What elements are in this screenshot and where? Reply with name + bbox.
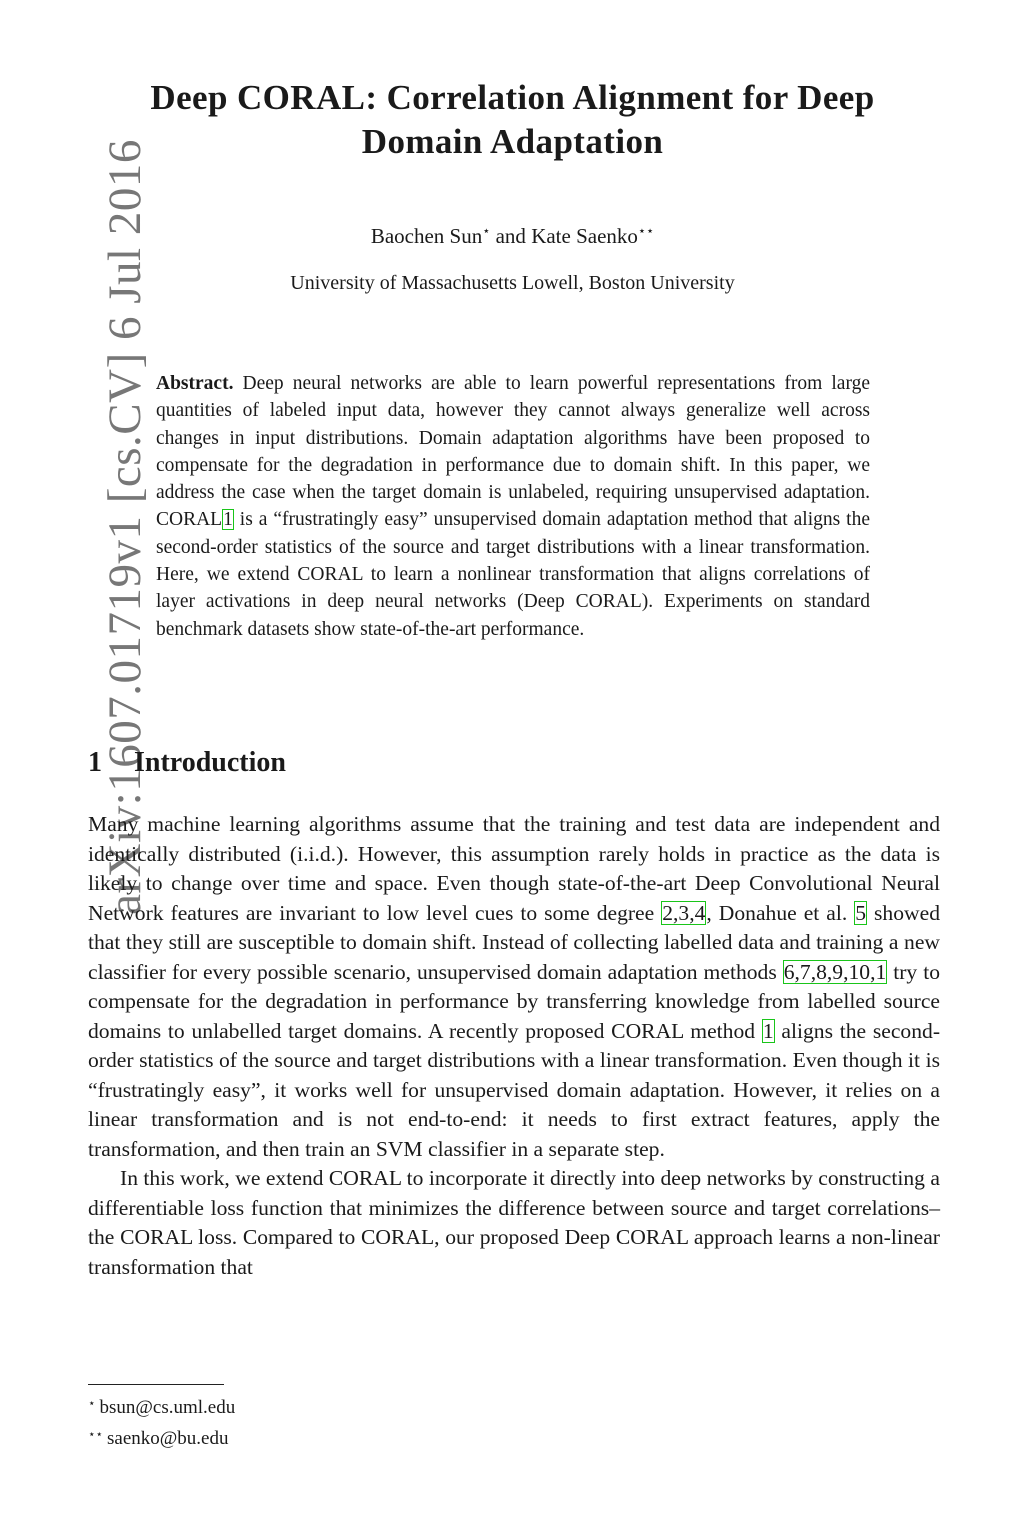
section-title: Introduction	[134, 747, 286, 778]
paragraph: In this work, we extend CORAL to incorporate it directly into deep networks by constructing a differentiable loss function that minimizes the difference between source and target correlations–the CORAL loss. Compared to CORAL, our proposed Deep CORAL approach learns a non-linear transformation that	[88, 1166, 940, 1279]
author-line	[90, 216, 935, 251]
citation-link[interactable]: 1	[762, 1018, 774, 1043]
footnote-divider	[88, 1384, 224, 1385]
paragraph-text: Many machine learning algorithms assume that the training and test data are independent and identically distributed (i.i.d.). However, this assumption rarely holds in practice as the data is likely to change over time and space. Even though state-of-the-art Deep Convolutional Neural Network features are invariant to low level cues to some degree	[88, 812, 940, 925]
abstract	[156, 370, 870, 643]
footnote	[88, 1390, 588, 1421]
paper-title: Deep CORAL: Correlation Alignment for Deep Domain Adaptation	[150, 78, 875, 161]
affiliation: University of Massachusetts Lowell, Boston University	[290, 272, 735, 294]
citation-link[interactable]: 5	[855, 900, 867, 925]
author-name: Kate Saenko	[531, 224, 638, 248]
citation-link[interactable]: 1	[223, 509, 233, 531]
author-connector: and	[490, 224, 532, 248]
paragraph-text: aligns the second-order statistics of the source and target distributions with a linear transformation. Even though it is “frustratingly easy”, it works well for unsupervised domain adaptation. However, it relies on a linear transformation and is not end-to-end: it needs to first extract features, apply the transformation, and then train an SVM classifier in a separate step.	[88, 1018, 941, 1161]
paragraph-text: try to compensate for the degradation in performance by transferring knowledge from labelled source domains to unlabelled target domains. A recently proposed CORAL method	[88, 959, 940, 1043]
abstract-text: Deep neural networks are able to learn powerful representations from large quantities of labeled input data, however they cannot always generalize well across changes in input distributions. Domain adaptation algorithms have been proposed to compensate for the degradation in performance due to domain shift. In this paper, we address the case when the target domain is unlabeled, requiring unsupervised adaptation. CORAL	[156, 373, 870, 531]
section-heading	[88, 745, 688, 781]
abstract-text: is a “frustratingly easy” unsupervised domain adaptation method that aligns the second-order statistics of the source and target distributions with a linear transformation. Here, we extend CORAL to learn a nonlinear transformation that aligns correlations of layer activations in deep neural networks (Deep CORAL). Experiments on standard benchmark datasets show state-of-the-art performance.	[156, 509, 870, 640]
paragraph-text: showed that they still are susceptible to domain shift. Instead of collecting labelled data and training a new classifier for every possible scenario, unsupervised domain adaptation methods	[88, 900, 940, 984]
footnote-marker: ⋆⋆	[637, 223, 655, 238]
paragraph	[88, 810, 940, 1164]
footnote	[88, 1421, 588, 1452]
arxiv-identifier: arXiv:1607.01719v1 [cs.CV] 6 Jul 2016	[99, 139, 151, 915]
citation-link[interactable]: 2,3,4	[662, 900, 706, 925]
footnotes	[88, 1390, 588, 1452]
abstract-label: Abstract.	[156, 373, 234, 394]
citation-link[interactable]: 6,7,8,9,10,1	[783, 959, 887, 984]
footnote-email: saenko@bu.edu	[107, 1428, 229, 1449]
footnote-email: bsun@cs.uml.edu	[99, 1397, 236, 1418]
footnote-marker: ⋆⋆	[88, 1427, 104, 1441]
footnote-marker: ⋆	[88, 1396, 96, 1410]
introduction-body	[88, 810, 940, 1282]
section-number: 1	[88, 747, 102, 778]
footnote-marker: ⋆	[482, 223, 491, 238]
paragraph-text: , Donahue et al.	[706, 900, 855, 925]
author-name: Baochen Sun	[370, 224, 483, 248]
